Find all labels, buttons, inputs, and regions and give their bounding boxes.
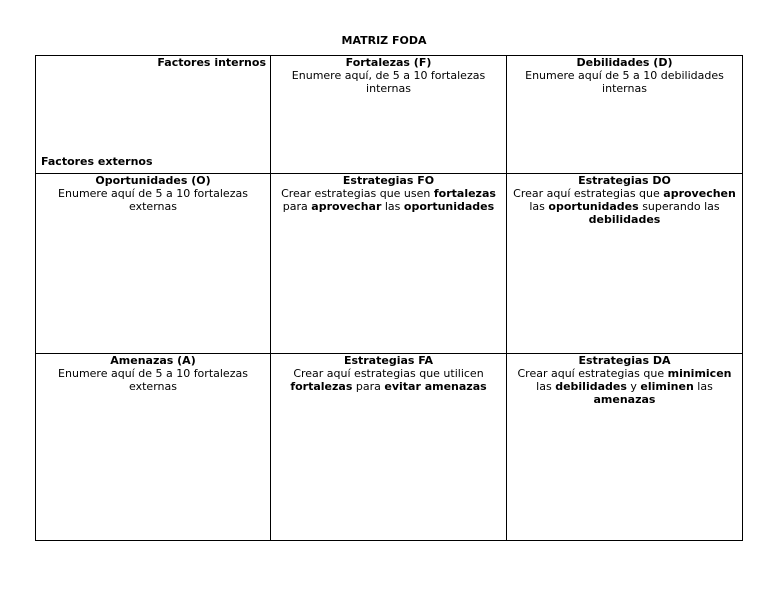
- da-bold-2: debilidades: [555, 380, 627, 393]
- da-text-4: las: [693, 380, 713, 393]
- do-text-2: las: [529, 200, 549, 213]
- fo-bold-1: fortalezas: [433, 187, 496, 200]
- opportunities-desc: Enumere aquí de 5 a 10 fortalezas externas: [58, 187, 248, 213]
- da-text-3: y: [626, 380, 641, 393]
- internal-factors-label: Factores internos: [157, 56, 266, 69]
- da-strategies-desc: [509, 367, 740, 406]
- opportunities-cell[interactable]: [36, 174, 271, 354]
- weaknesses-cell[interactable]: [507, 56, 743, 174]
- da-bold-3: eliminen: [640, 380, 694, 393]
- fa-bold-2: evitar amenazas: [384, 380, 487, 393]
- strengths-title: Fortalezas (F): [345, 56, 432, 69]
- fo-text-1: Crear estrategias que usen: [281, 187, 434, 200]
- opportunities-title: Oportunidades (O): [95, 174, 211, 187]
- matrix-row-header: [36, 56, 743, 174]
- da-bold-4: amenazas: [593, 393, 656, 406]
- fo-bold-3: oportunidades: [403, 200, 495, 213]
- page-title: MATRIZ FODA: [341, 34, 427, 47]
- matrix-row-threats: [36, 354, 743, 541]
- fo-strategies-cell[interactable]: [271, 174, 507, 354]
- fa-strategies-desc: [273, 367, 504, 393]
- fa-strategies-title: Estrategias FA: [343, 354, 434, 367]
- do-text-3: superando las: [638, 200, 720, 213]
- fo-bold-2: aprovechar: [311, 200, 382, 213]
- do-strategies-desc: [509, 187, 740, 226]
- fa-strategies-cell[interactable]: [271, 354, 507, 541]
- foda-matrix: [35, 55, 743, 541]
- weaknesses-title: Debilidades (D): [576, 56, 673, 69]
- da-text-1: Crear aquí estrategias que: [517, 367, 668, 380]
- do-bold-3: debilidades: [588, 213, 661, 226]
- strengths-desc: Enumere aquí, de 5 a 10 fortalezas internas: [291, 69, 486, 95]
- do-bold-2: oportunidades: [548, 200, 639, 213]
- threats-title: Amenazas (A): [110, 354, 196, 367]
- do-strategies-cell[interactable]: [507, 174, 743, 354]
- fo-text-2: para: [282, 200, 312, 213]
- da-strategies-cell[interactable]: [507, 354, 743, 541]
- corner-cell: [36, 56, 271, 174]
- strengths-cell[interactable]: [271, 56, 507, 174]
- fo-strategies-desc: [273, 187, 504, 213]
- do-strategies-title: Estrategias DO: [578, 174, 671, 187]
- fa-bold-1: fortalezas: [290, 380, 353, 393]
- matrix-row-opportunities: [36, 174, 743, 354]
- external-factors-label: Factores externos: [41, 155, 153, 168]
- threats-desc: Enumere aquí de 5 a 10 fortalezas externas: [58, 367, 248, 393]
- fa-text-1: Crear aquí estrategias que utilicen: [293, 367, 484, 380]
- da-strategies-title: Estrategias DA: [578, 354, 671, 367]
- threats-cell[interactable]: [36, 354, 271, 541]
- do-bold-1: aprovechen: [663, 187, 736, 200]
- da-text-2: las: [536, 380, 556, 393]
- weaknesses-desc: Enumere aquí de 5 a 10 debilidades internas: [525, 69, 724, 95]
- do-text-1: Crear aquí estrategias que: [513, 187, 664, 200]
- fo-text-3: las: [381, 200, 404, 213]
- fa-text-2: para: [352, 380, 385, 393]
- da-bold-1: minimicen: [667, 367, 732, 380]
- fo-strategies-title: Estrategias FO: [342, 174, 435, 187]
